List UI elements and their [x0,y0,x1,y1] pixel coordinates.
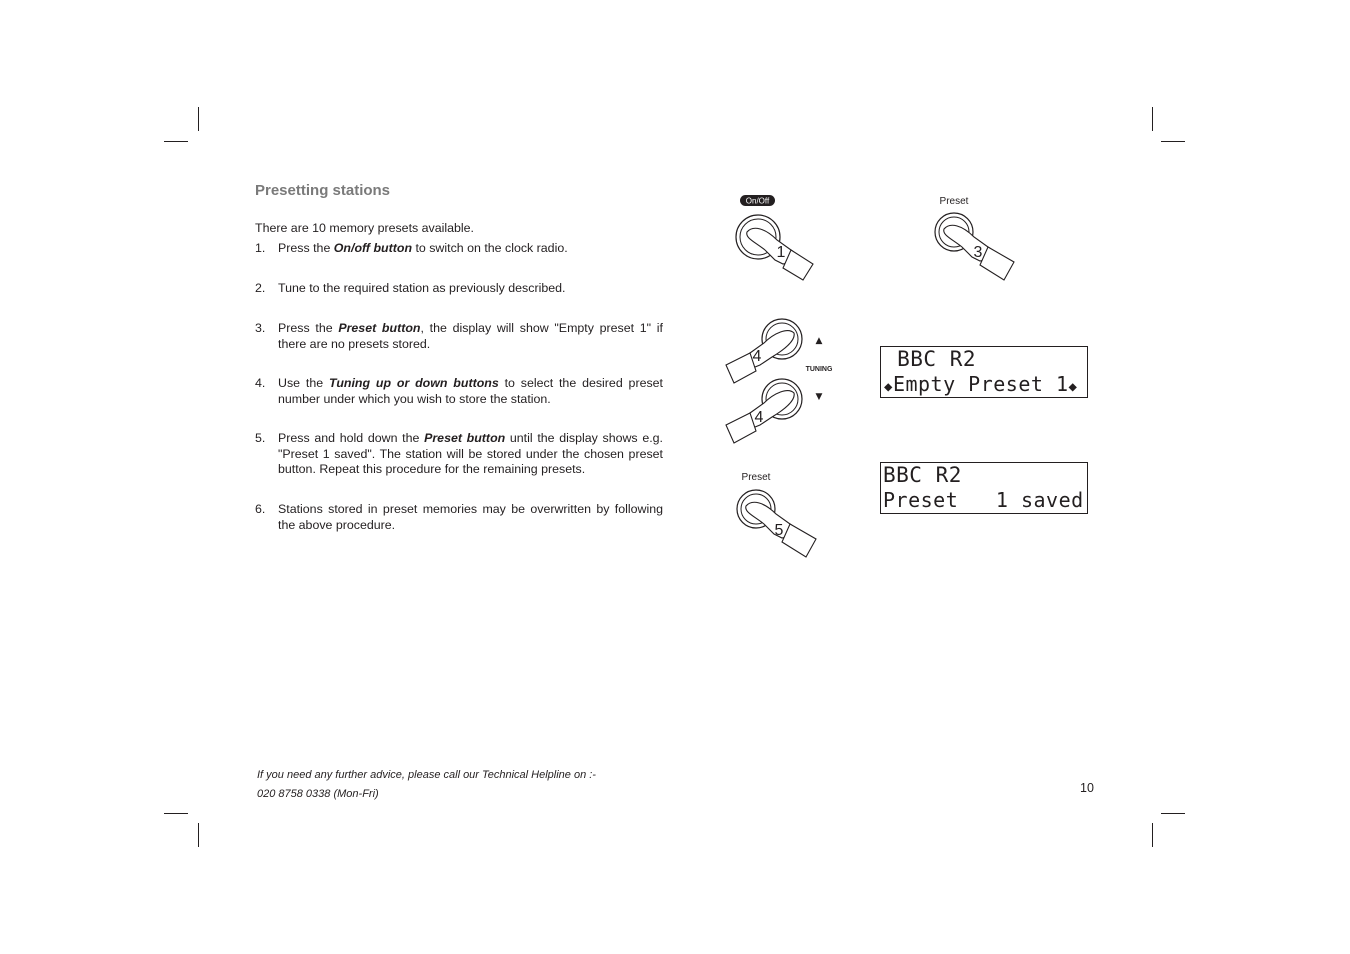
step-marker-4-up: 4 [752,348,762,365]
lcd-right-arrow-icon: ◆ [1068,379,1078,395]
lcd-saved-display [880,462,1088,514]
step-6 [255,502,663,533]
step-emphasis: Tuning up or down buttons [328,376,499,390]
step-text: Tune to the required station as previously described. [278,281,566,295]
step-text: Press the Preset button, the display will show "Empty preset 1" if there are no presets stored. [278,321,663,351]
step-4 [255,376,663,407]
step-emphasis: On/off button [333,241,413,255]
lcd-line-2 [884,372,1077,399]
step-text: Stations stored in preset memories may be overwritten by following the above procedure. [278,502,663,532]
onoff-label: On/Off [745,196,770,206]
crop-mark [1152,823,1153,847]
lcd-line-2-text: Empty Preset 1 [892,372,1069,396]
lcd-line-2: Preset 1 saved [883,488,1084,512]
step-5 [255,431,663,478]
step-number: 4. [255,376,266,390]
cuff-icon [726,353,756,383]
lcd-empty-preset-display [880,346,1088,398]
crop-mark [1152,107,1153,131]
step-emphasis: Preset button [424,431,506,445]
crop-mark [164,813,188,814]
lcd-left-arrow-icon: ◆ [884,379,893,395]
step-number: 1. [255,241,266,255]
tuning-down-arrow-icon: ▼ [815,392,823,402]
step-text: Press and hold down the Preset button until the display shows e.g. "Preset 1 saved". The station will be stored under the chosen preset button. Repeat this procedure for the remaining presets. [278,431,663,476]
crop-mark [1161,813,1185,814]
preset-hold-button-illustration [724,468,834,563]
step-number: 3. [255,321,266,335]
lcd-line-1: BBC R2 [883,463,962,487]
helpline-number: 020 8758 0338 (Mon-Fri) [257,788,379,800]
crop-mark [1161,141,1185,142]
cuff-icon [726,413,756,443]
tuning-label: TUNING [805,366,833,373]
step-2 [255,281,663,297]
crop-mark [198,823,199,847]
step-number: 6. [255,502,266,516]
intro-text: There are 10 memory presets available. [255,221,475,235]
helpline-text: If you need any further advice, please call our Technical Helpline on :- [257,769,596,781]
step-marker-1: 1 [776,244,786,261]
tuning-buttons-illustration [722,313,842,448]
step-number: 5. [255,431,266,445]
tuning-up-arrow-icon: ▲ [815,336,823,346]
preset-label: Preset [939,196,969,207]
step-marker-5: 5 [774,522,784,539]
preset-button-illustration [922,192,1032,287]
crop-mark [164,141,188,142]
page-number: 10 [1080,781,1094,795]
step-text: Press the On/off button to switch on the clock radio. [278,241,568,255]
onoff-button-illustration [725,192,835,287]
lcd-line-1: BBC R2 [884,347,977,371]
section-title: Presetting stations [255,182,391,199]
step-marker-3: 3 [973,244,983,261]
step-3 [255,321,663,352]
step-number: 2. [255,281,266,295]
crop-mark [198,107,199,131]
step-marker-4-down: 4 [754,409,764,426]
step-text: Use the Tuning up or down buttons to select the desired preset number under which you wish to store the station. [278,376,663,406]
step-emphasis: Preset button [338,321,421,335]
step-1 [255,241,663,257]
preset-label: Preset [741,472,771,483]
